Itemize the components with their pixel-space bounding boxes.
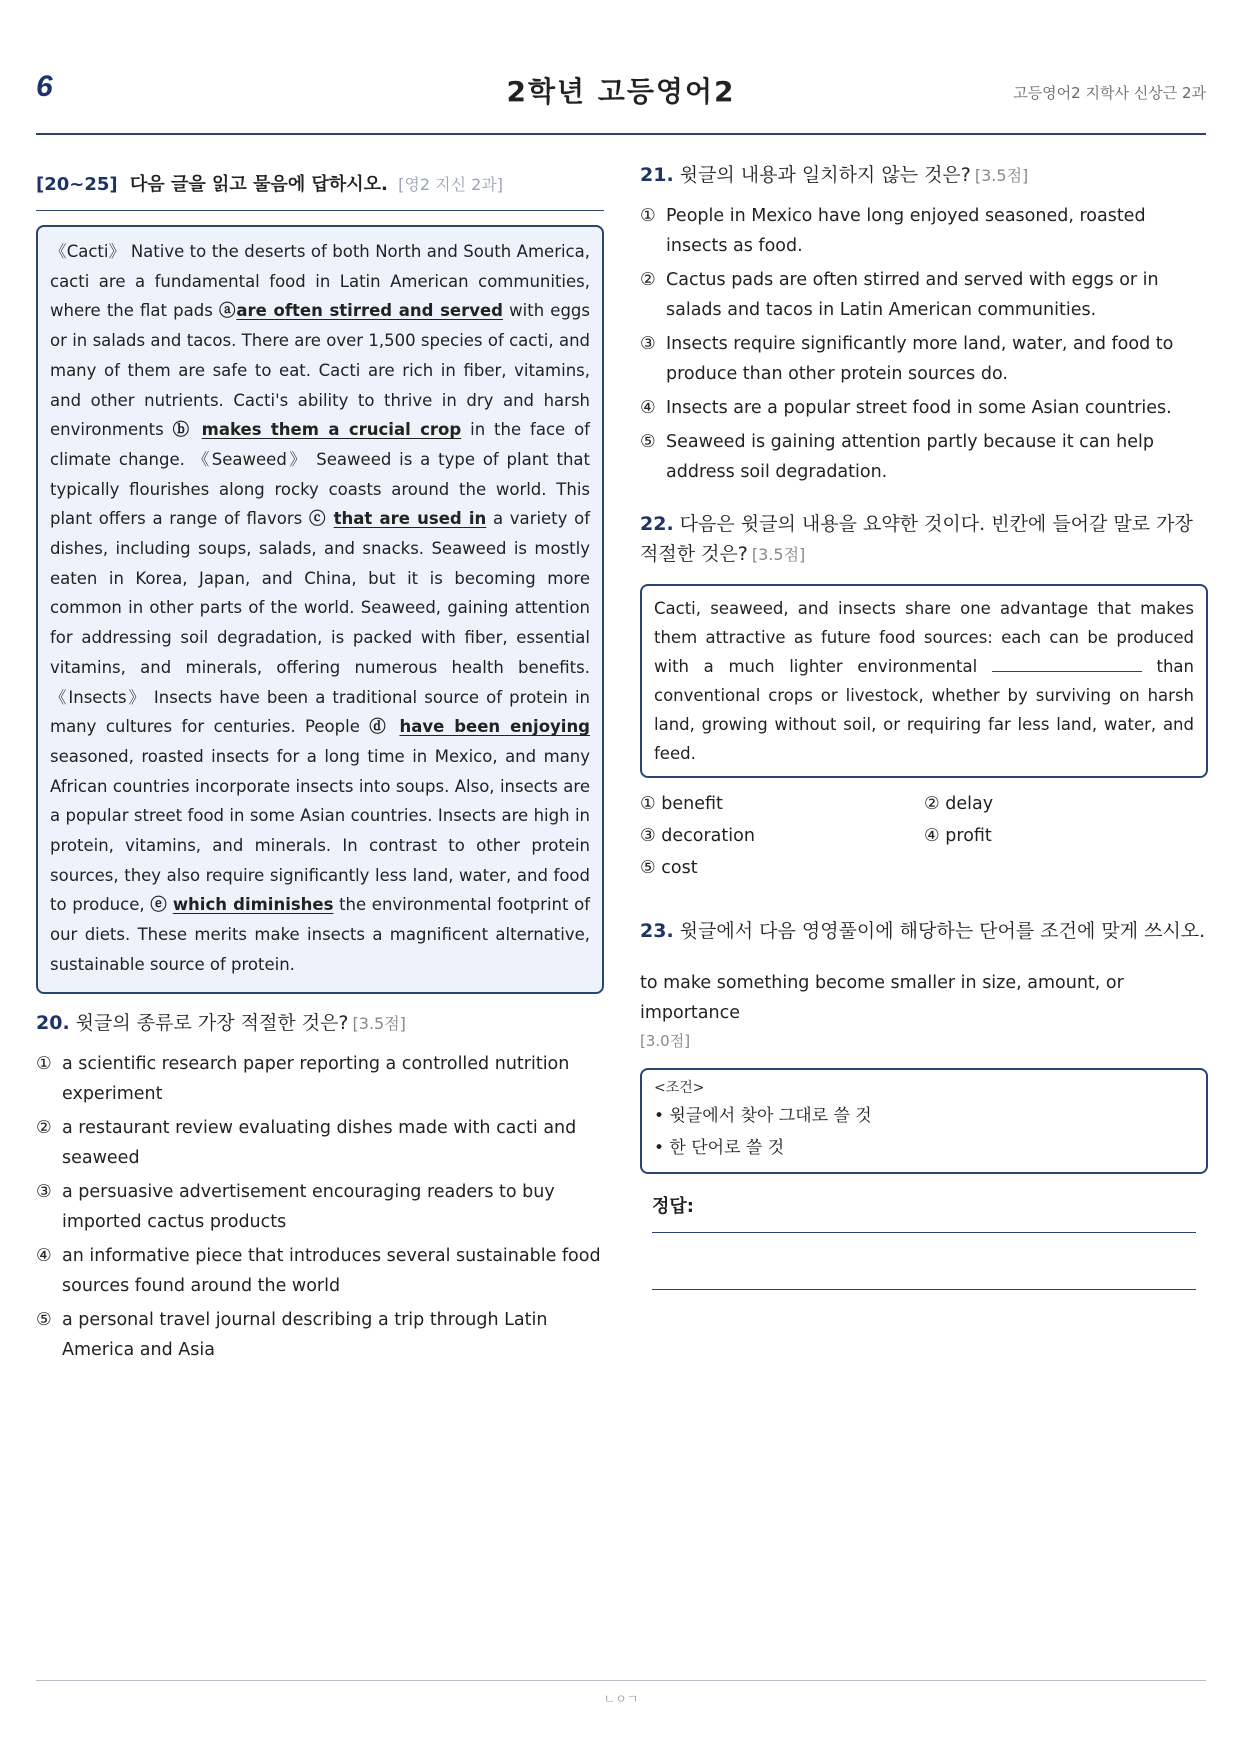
choice-text: cost (661, 858, 698, 878)
question-number: 22. (640, 513, 674, 535)
choice-marker: ① (640, 794, 656, 814)
choice-marker: ② (36, 1117, 52, 1138)
choice-5[interactable] (36, 1305, 604, 1365)
underline-marker-a: ⓐ (218, 301, 237, 321)
summary-text: than conventional crops or livestock, whether by surviving on harsh land, growing without soil, or requiring far less land, water, and feed. (654, 657, 1194, 763)
page-number: 6 (36, 70, 53, 103)
question-title (640, 916, 1208, 946)
choice-marker: ④ (36, 1245, 52, 1266)
condition-item: • 윗글에서 찾아 그대로 쓸 것 (654, 1106, 872, 1126)
choice-1[interactable] (640, 201, 1208, 261)
choice-text: Insects require significantly more land, water, and food to produce than other protein sources do. (666, 334, 1174, 384)
choice-4[interactable] (640, 393, 1208, 423)
header-source: 고등영어2 지학사 신상근 2과 (1013, 84, 1206, 102)
choice-text: a persuasive advertisement encouraging readers to buy imported cactus products (62, 1181, 555, 1232)
answer-choices (640, 790, 1208, 882)
choice-marker: ① (640, 206, 656, 226)
choice-3[interactable] (640, 329, 1208, 389)
question-text: 윗글의 내용과 일치하지 않는 것은? (679, 164, 971, 186)
choice-text: a personal travel journal describing a trip through Latin America and Asia (62, 1309, 548, 1360)
passage-text: 《Cacti》 Native to the deserts of both North and South America, cacti are a fundamental food in Latin American communities, where the flat pads (50, 242, 590, 321)
question-range: [20~25] (36, 174, 118, 195)
choice-text: decoration (661, 826, 755, 846)
underline-marker-b: ⓑ (172, 420, 193, 440)
question-points: [3.5점] (974, 166, 1029, 185)
summary-text: Cacti, seaweed, and insects share one advantage that makes them attractive as future food sources: each can be produced with a much lighter environmental (654, 599, 1194, 676)
question-title (640, 160, 1208, 191)
instruction-source: [영2 지신 2과] (398, 175, 503, 194)
footer-text: ㄴㅇㄱ (603, 1692, 639, 1706)
question-text: 윗글에서 다음 영영풀이에 해당하는 단어를 조건에 맞게 쓰시오. (679, 920, 1206, 942)
underlined-phrase-c: that are used in (333, 509, 487, 529)
summary-box (640, 584, 1208, 778)
reading-passage (36, 225, 604, 994)
choice-2[interactable] (640, 265, 1208, 325)
choice-1[interactable] (640, 790, 924, 818)
passage-text: seasoned, roasted insects for a long time in Mexico, and many African countries incorporate insects into soups. Also, insects are a popular street food in some Asian countries. Insects are high in protein, vitamins, and minerals. In contrast to other protein sources, they also require significantly less land, water, and food to produce, (50, 746, 590, 915)
passage-text: in the face of climate change. 《Seaweed》 Seaweed is a type of plant that typically flourishes along rocky coasts around the world. This plant offers a range of flavors (50, 420, 590, 529)
choice-marker: ④ (924, 826, 940, 846)
passage-text: with eggs or in salads and tacos. There are over 1,500 species of cacti, and many of them are safe to eat. Cacti are rich in fiber, vitamins, and other nutrients. Cacti's ability to thrive in dry and harsh environments (50, 301, 590, 440)
choice-text: Cactus pads are often stirred and served with eggs or in salads and tacos in Latin American communities. (666, 270, 1159, 320)
underlined-phrase-d: have been enjoying (399, 717, 590, 737)
choice-2[interactable] (36, 1113, 604, 1173)
question-23 (640, 916, 1208, 1290)
choice-text: an informative piece that introduces several sustainable food sources found around the world (62, 1245, 601, 1296)
instruction-text: 다음 글을 읽고 물음에 답하시오. (129, 174, 388, 195)
choice-text: Insects are a popular street food in some Asian countries. (666, 398, 1172, 418)
left-column (36, 160, 604, 1369)
choice-2[interactable] (924, 790, 1208, 818)
choice-5[interactable] (640, 854, 924, 882)
choice-1[interactable] (36, 1049, 604, 1109)
answer-choices (640, 201, 1208, 487)
choice-text: Seaweed is gaining attention partly because it can help address soil degradation. (666, 432, 1155, 482)
summary-blank (992, 657, 1142, 672)
choice-text: profit (945, 826, 992, 846)
question-text: 다음은 윗글의 내용을 요약한 것이다. 빈칸에 들어갈 말로 가장 적절한 것은? (640, 513, 1193, 565)
choice-marker: ② (924, 794, 940, 814)
choice-text: a scientific research paper reporting a controlled nutrition experiment (62, 1053, 570, 1104)
question-number: 23. (640, 920, 674, 942)
choice-marker: ⑤ (640, 858, 656, 878)
choice-5[interactable] (640, 427, 1208, 487)
underline-marker-e: ⓔ (150, 895, 168, 915)
underline-marker-d: ⓓ (369, 717, 390, 737)
underlined-phrase-e: which diminishes (172, 895, 334, 915)
conditions-title: <조건> (654, 1080, 705, 1096)
passage-text: the environmental footprint of our diets. These merits make insects a magnificent alternative, sustainable source of protein. (50, 895, 591, 974)
header-divider (36, 133, 1206, 135)
condition-item: • 한 단어로 쓸 것 (654, 1138, 785, 1158)
answer-line[interactable] (652, 1289, 1196, 1290)
choice-marker: ③ (640, 334, 656, 354)
underlined-phrase-a: are often stirred and served (236, 301, 503, 321)
choice-marker: ⑤ (640, 432, 656, 452)
question-points: [3.0점] (640, 1032, 691, 1050)
question-20 (36, 1008, 604, 1365)
definition-text: to make something become smaller in size, amount, or importance (640, 973, 1124, 1023)
answer-choices (36, 1049, 604, 1365)
choice-3[interactable] (36, 1177, 604, 1237)
question-title (36, 1008, 604, 1039)
question-title (640, 509, 1208, 570)
question-22 (640, 509, 1208, 882)
choice-marker: ③ (36, 1181, 52, 1202)
choice-3[interactable] (640, 822, 924, 850)
choice-marker: ③ (640, 826, 656, 846)
choice-marker: ⑤ (36, 1309, 52, 1330)
answer-line[interactable] (652, 1232, 1196, 1233)
section-instruction (36, 160, 604, 211)
choice-text: People in Mexico have long enjoyed seasoned, roasted insects as food. (666, 206, 1146, 256)
conditions-box (640, 1068, 1208, 1174)
choice-text: benefit (661, 794, 723, 814)
footer-divider (36, 1680, 1206, 1681)
question-number: 21. (640, 164, 674, 186)
page-title: 2학년 고등영어2 (506, 75, 736, 108)
underline-marker-c: ⓒ (308, 509, 327, 529)
choice-4[interactable] (36, 1241, 604, 1301)
question-number: 20. (36, 1011, 70, 1034)
passage-text: a variety of dishes, including soups, salads, and snacks. Seaweed is mostly eaten in Korea, Japan, and China, but it is becoming more common in other parts of the world. Seaweed, gaining attention for addressing soil degradation, is packed with fiber, essential vitamins, and minerals, offering numerous health benefits. 《Insects》 Insects have been a traditional source of protein in many cultures for centuries. People (50, 509, 591, 737)
choice-marker: ④ (640, 398, 656, 418)
question-points: [3.5점] (751, 545, 806, 564)
right-column (640, 160, 1208, 1290)
question-points: [3.5점] (352, 1013, 406, 1033)
question-21 (640, 160, 1208, 487)
choice-text: delay (945, 794, 994, 814)
question-text: 윗글의 종류로 가장 적절한 것은? (75, 1011, 349, 1034)
underlined-phrase-b: makes them a crucial crop (201, 420, 462, 440)
choice-text: a restaurant review evaluating dishes made with cacti and seaweed (62, 1117, 577, 1168)
choice-marker: ① (36, 1053, 52, 1074)
answer-label: 정답: (652, 1196, 694, 1217)
choice-4[interactable] (924, 822, 1208, 850)
choice-marker: ② (640, 270, 656, 290)
